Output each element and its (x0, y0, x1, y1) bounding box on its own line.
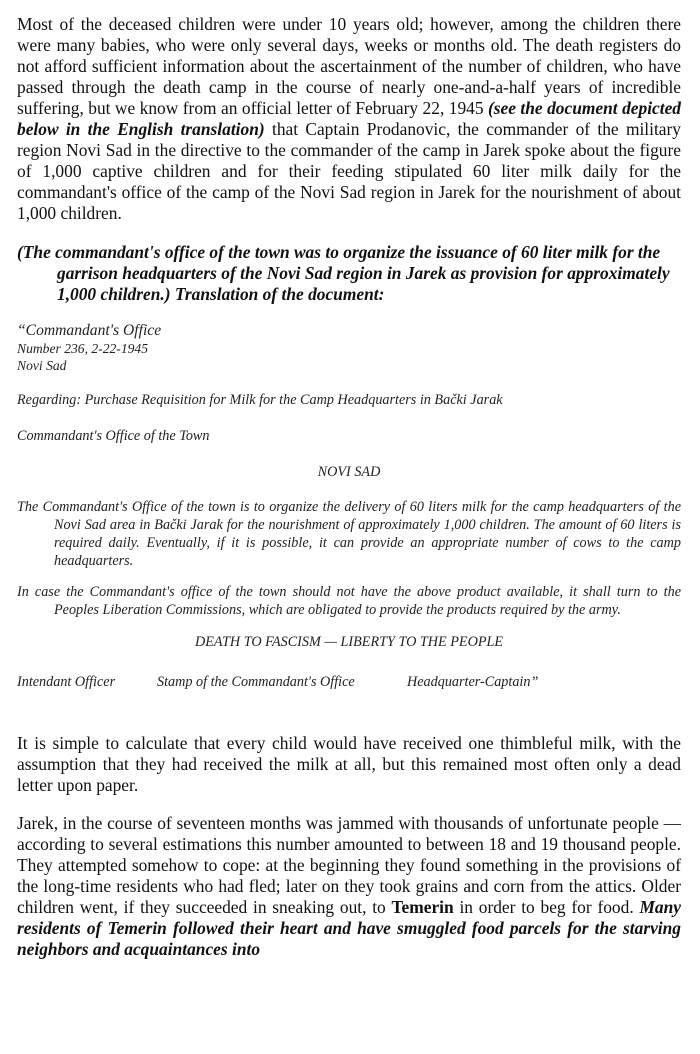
jarek-emphasis: Many residents of Temerin followed their heart and have smuggled food parcels for the starving neighbors and acquaintances into (17, 897, 682, 959)
doc-slogan: DEATH TO FASCISM — LIBERTY TO THE PEOPLE (194, 634, 504, 650)
jarek-text-2: in order to beg for food. (453, 897, 640, 917)
doc-body-2: In case the Commandant's office of the town should not have the above product available, it shall turn to the Peoples Liberation Commissions, which are obligated to provide the products required by the army. (17, 584, 681, 618)
section-heading (17, 242, 681, 305)
doc-addressee: Commandant's Office of the Town (17, 428, 210, 444)
doc-number-line: Number 236, 2-22-1945 (17, 341, 149, 356)
intro-text-2: that Captain Prodanovic, the commander of the military region Novi Sad in the directive to the commander of the camp in Jarek spoke about the figure of 1,000 captive children and for their feeding stipulated 60 liter milk daily for the commandant's office of the camp of the Novi Sad region in Jarek for the nourishment of about 1,000 children. (17, 119, 682, 223)
intro-text-1: Most of the deceased children were under 10 years old; however, among the children there were many babies, who were only several days, weeks or months old. The death registers do not afford sufficient information about the ascertainment of the number of children, who have passed through the death camp in the course of nearly one-and-a-half years of incredible suffering, but we know from an official letter of February 22, 1945 (17, 14, 681, 118)
doc-signature-row (17, 673, 681, 691)
doc-location-line: Novi Sad (17, 358, 67, 373)
intro-emphasis: (see the document depicted below in the English translation) (17, 98, 681, 139)
doc-regarding: Regarding: Purchase Requisition for Milk for the Camp Headquarters in Bački Jarak (17, 392, 503, 408)
paragraph-jarek (17, 813, 681, 960)
section-heading-suffix: Translation of the document: (170, 284, 385, 304)
translated-document (17, 322, 681, 691)
doc-body-1: The Commandant's Office of the town is to organize the delivery of 60 liters milk for the camp headquarters of the Novi Sad area in Bački Jarak for the nourishment of approximately 1,000 children. The amount of 60 liters is required daily. Eventually, if it is possible, it can provide an appropriate number of cows to the camp headquarters. (17, 499, 681, 569)
doc-sig-left: Intendant Officer (17, 674, 116, 690)
jarek-text-1: Jarek, in the course of seventeen months was jammed with thousands of unfortunate people — according to several estimations this number amounted to between 18 and 19 thousand people. They attempted somehow to cope: at the beginning they found something in the provisions of the long-time residents who had fled; later on they took grains and corn from the attics. Older children went, if they succeeded in sneaking out, to (17, 813, 681, 917)
doc-office-line: “Commandant's Office (17, 322, 162, 339)
doc-sig-right: Headquarter-Captain” (407, 674, 539, 690)
section-heading-main: (The commandant's office of the town was to organize the issuance of 60 liter milk for the garrison headquarters of the Novi Sad region in Jarek as provision for approximately 1,000 children.) (17, 242, 670, 304)
doc-city: NOVI SAD (317, 464, 381, 480)
doc-sig-mid: Stamp of the Commandant's Office (157, 674, 355, 690)
paragraph-thimbleful: It is simple to calculate that every child would have received one thimbleful milk, with the assumption that they had received the milk at all, but this remained most often only a dead letter upon paper. (17, 733, 681, 795)
intro-paragraph (17, 14, 681, 224)
jarek-place-temerin: Temerin (391, 897, 454, 917)
